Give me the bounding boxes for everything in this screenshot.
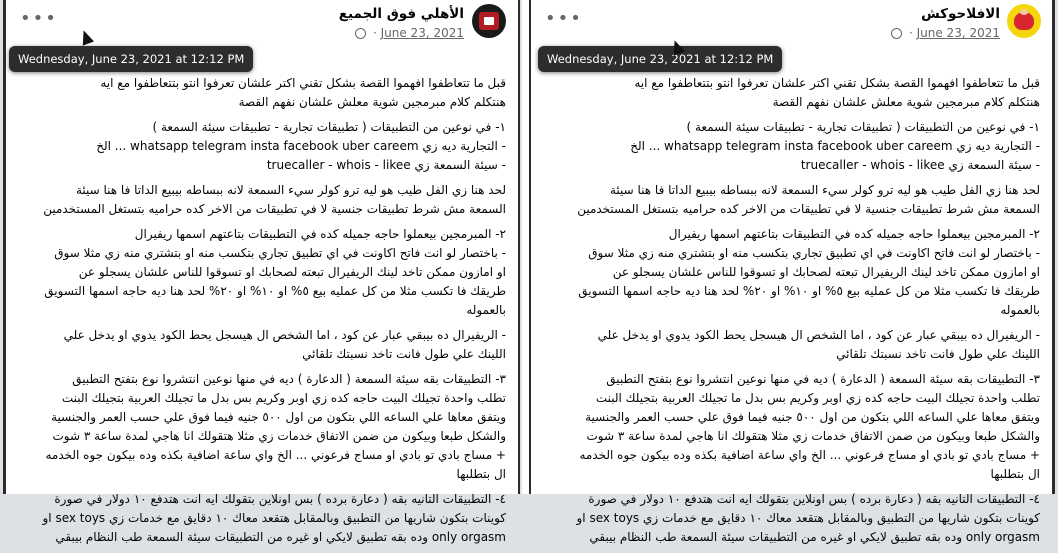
post-text-line: - باختصار لو انت فاتح اكاونت في اي تطبيق تجاري بتكسب منه او بتشتري منه زي مثلا سوق	[54, 246, 506, 260]
post-text-line: او امازون ممكن تاخد لينك الريفيرال تبعته لصحابك او تسوقوا للناس علشان يسجلو عن	[78, 265, 506, 279]
post-text-line: اللينك علي طول فانت تاخد نسبتك تلقائي	[302, 347, 506, 361]
post-paragraph	[539, 370, 1040, 484]
post-card-right	[529, 0, 1055, 544]
post-text-line: طريقك فا تكسب مثلا من كل عمليه بيع ٥% او ١٠% او ٢٠% لحد هنا ديه حاجه اسمها التسويق	[578, 284, 1040, 298]
post-text-line: طريقك فا تكسب مثلا من كل عمليه بيع ٥% او ١٠% او ٢٠% لحد هنا ديه حاجه اسمها التسويق	[44, 284, 506, 298]
post-text-line: ١- في نوعين من التطبيقات ( تطبيقات تجارية - تطبيقات سيئة السمعة )	[152, 120, 506, 134]
post-text-line: - التجارية ديه زي whatsapp telegram insta facebook uber careem ... الخ	[630, 139, 1040, 153]
meta-separator: ·	[372, 26, 377, 40]
post-text-line: - الريفيرال ده بيبقي عبار عن كود ، اما الشخص ال هيسجل يحط الكود يدوي او يدخل علي	[597, 328, 1040, 342]
post-meta	[355, 26, 464, 40]
post-text-line: تطلب واحدة تجيلك البيت حاجه كده زي اوبر وكريم بس بدل ما تجيلك العربية بتجيلك البنت	[595, 391, 1040, 405]
post-paragraph	[539, 74, 1040, 112]
post-paragraph	[539, 490, 1040, 547]
post-text-line: السمعة مش شرط تطبيقات جنسية لا في تطبيقات من الاخر كده حراميه بتستغل المستخدمين	[43, 202, 506, 216]
post-text-line: لحد هنا زي الفل طيب هو ليه ترو كولر سيء السمعة لانه ببساطه بيبيع الداتا فا هنا سيئة	[609, 183, 1040, 197]
more-options-icon[interactable]: •••	[20, 8, 58, 29]
post-text-line: ٢- المبرمجين بيعملوا حاجه جميله كده في التطبيقات بتاعتهم اسمها ريفيرال	[668, 227, 1040, 241]
post-card-left	[3, 0, 520, 544]
panel-gap	[522, 0, 529, 494]
post-paragraph	[14, 225, 506, 320]
post-text-line: هنتكلم كلام مبرمجين شوية معلش علشان نفهم القصة	[238, 95, 506, 109]
post-text-line: - سيئة السمعة زي truecaller - whois - likee	[266, 158, 506, 172]
page-name[interactable]: الافلاحوكش	[921, 6, 1000, 22]
post-text-line: اللينك علي طول فانت تاخد نسبتك تلقائي	[836, 347, 1040, 361]
post-text-line: ٣- التطبيقات بقه سيئة السمعة ( الدعارة ) ديه في منها نوعين انتشروا نوع بتفتح التطبيق	[606, 372, 1040, 386]
post-text-line: only orgasm وده بقه تطبيق لايكي او غيره من التطبيقات سيئة السمعة طب النظام بيبقي	[55, 530, 506, 544]
page-name[interactable]: الأهلي فوق الجميع	[338, 6, 464, 22]
post-text-line: ٤- التطبيقات التانيه بقه ( دعارة برده ) بس اونلاين بتقولك ايه انت هتدفع ١٠ دولار في صورة	[54, 492, 506, 506]
post-paragraph	[14, 118, 506, 175]
post-paragraph	[14, 326, 506, 364]
post-text-line: قبل ما تتعاطفوا افهموا القصة بشكل تقني اكتر علشان تعرفوا انتو بتتعاطفوا مع ايه	[634, 76, 1040, 90]
post-text-line: او امازون ممكن تاخد لينك الريفيرال تبعته لصحابك او تسوقوا للناس علشان يسجلو عن	[612, 265, 1040, 279]
post-text-line: - باختصار لو انت فاتح اكاونت في اي تطبيق تجاري بتكسب منه او بتشتري منه زي مثلا سوق	[588, 246, 1040, 260]
post-text-line: + مساج بادي تو بادي او مساج فرعوني ... الخ واي ساعة اضافية بكذه وده بيكون جوه الخدمه	[579, 448, 1040, 462]
more-options-icon[interactable]: •••	[545, 8, 583, 29]
globe-icon	[891, 28, 902, 39]
post-text-line: لحد هنا زي الفل طيب هو ليه ترو كولر سيء السمعة لانه ببساطه بيبيع الداتا فا هنا سيئة	[75, 183, 506, 197]
post-text-line: السمعة مش شرط تطبيقات جنسية لا في تطبيقات من الاخر كده حراميه بتستغل المستخدمين	[577, 202, 1040, 216]
post-text-line: + مساج بادي تو بادي او مساج فرعوني ... الخ واي ساعة اضافية بكذه وده بيكون جوه الخدمه	[45, 448, 506, 462]
post-text	[539, 74, 1040, 553]
globe-icon	[355, 28, 366, 39]
page-avatar[interactable]	[472, 4, 506, 38]
post-meta	[891, 26, 1000, 40]
post-text-line: ال بتطلبها	[990, 467, 1040, 481]
post-text-line: كوينات بتكون شاريها من التطبيق وبالمقابل هتقعد معاك ١٠ دقايق مع خدمات زي sex toys او	[42, 511, 506, 525]
post-text-line: بالعموله	[1000, 303, 1040, 317]
post-text-line: والشكل طبعا وبيكون من ضمن الاتفاق خدمات زي مثلا هتقولك انا هاجي لمدة ساعة ٣ شوت	[52, 429, 506, 443]
post-text-line: - سيئة السمعة زي truecaller - whois - likee	[800, 158, 1040, 172]
post-paragraph	[14, 181, 506, 219]
post-paragraph	[539, 181, 1040, 219]
post-text-line: ويتفق معاها علي الساعه اللي بتكون من اول ٥٠٠ جنيه فيما فوق علي حسب العمر والجنسية	[585, 410, 1040, 424]
post-text-line: ٤- التطبيقات التانيه بقه ( دعارة برده ) بس اونلاين بتقولك ايه انت هتدفع ١٠ دولار في صورة	[588, 492, 1040, 506]
club-logo-icon	[479, 12, 499, 30]
post-text-line: هنتكلم كلام مبرمجين شوية معلش علشان نفهم القصة	[772, 95, 1040, 109]
page-avatar[interactable]	[1007, 4, 1041, 38]
post-text	[14, 74, 506, 553]
meta-separator: ·	[908, 26, 913, 40]
post-text-line: ١- في نوعين من التطبيقات ( تطبيقات تجارية - تطبيقات سيئة السمعة )	[686, 120, 1040, 134]
post-paragraph	[539, 118, 1040, 175]
post-text-line: ٣- التطبيقات بقه سيئة السمعة ( الدعارة ) ديه في منها نوعين انتشروا نوع بتفتح التطبيق	[72, 372, 506, 386]
mouse-cursor-icon	[78, 28, 94, 45]
post-text-line: ٢- المبرمجين بيعملوا حاجه جميله كده في التطبيقات بتاعتهم اسمها ريفيرال	[134, 227, 506, 241]
post-text-line: ال بتطلبها	[456, 467, 506, 481]
post-text-line: بالعموله	[466, 303, 506, 317]
post-paragraph	[14, 370, 506, 484]
post-paragraph	[14, 74, 506, 112]
post-text-line: ويتفق معاها علي الساعه اللي بتكون من اول ٥٠٠ جنيه فيما فوق علي حسب العمر والجنسية	[51, 410, 506, 424]
post-paragraph	[539, 225, 1040, 320]
post-date-link[interactable]: June 23, 2021	[916, 26, 1000, 40]
post-text-line: تطلب واحدة تجيلك البيت حاجه كده زي اوبر وكريم بس بدل ما تجيلك العربية بتجيلك البنت	[61, 391, 506, 405]
mascot-logo-icon	[1014, 12, 1034, 30]
post-text-line: قبل ما تتعاطفوا افهموا القصة بشكل تقني اكتر علشان تعرفوا انتو بتتعاطفوا مع ايه	[100, 76, 506, 90]
post-text-line: - الريفيرال ده بيبقي عبار عن كود ، اما الشخص ال هيسجل يحط الكود يدوي او يدخل علي	[63, 328, 506, 342]
post-text-line: كوينات بتكون شاريها من التطبيق وبالمقابل هتقعد معاك ١٠ دقايق مع خدمات زي sex toys او	[576, 511, 1040, 525]
post-text-line: - التجارية ديه زي whatsapp telegram insta facebook uber careem ... الخ	[96, 139, 506, 153]
timestamp-tooltip: Wednesday, June 23, 2021 at 12:12 PM	[538, 46, 782, 72]
timestamp-tooltip: Wednesday, June 23, 2021 at 12:12 PM	[9, 46, 253, 72]
post-paragraph	[539, 326, 1040, 364]
post-text-line: only orgasm وده بقه تطبيق لايكي او غيره من التطبيقات سيئة السمعة طب النظام بيبقي	[589, 530, 1040, 544]
post-date-link[interactable]: June 23, 2021	[380, 26, 464, 40]
post-paragraph	[14, 490, 506, 547]
post-text-line: والشكل طبعا وبيكون من ضمن الاتفاق خدمات زي مثلا هتقولك انا هاجي لمدة ساعة ٣ شوت	[586, 429, 1040, 443]
